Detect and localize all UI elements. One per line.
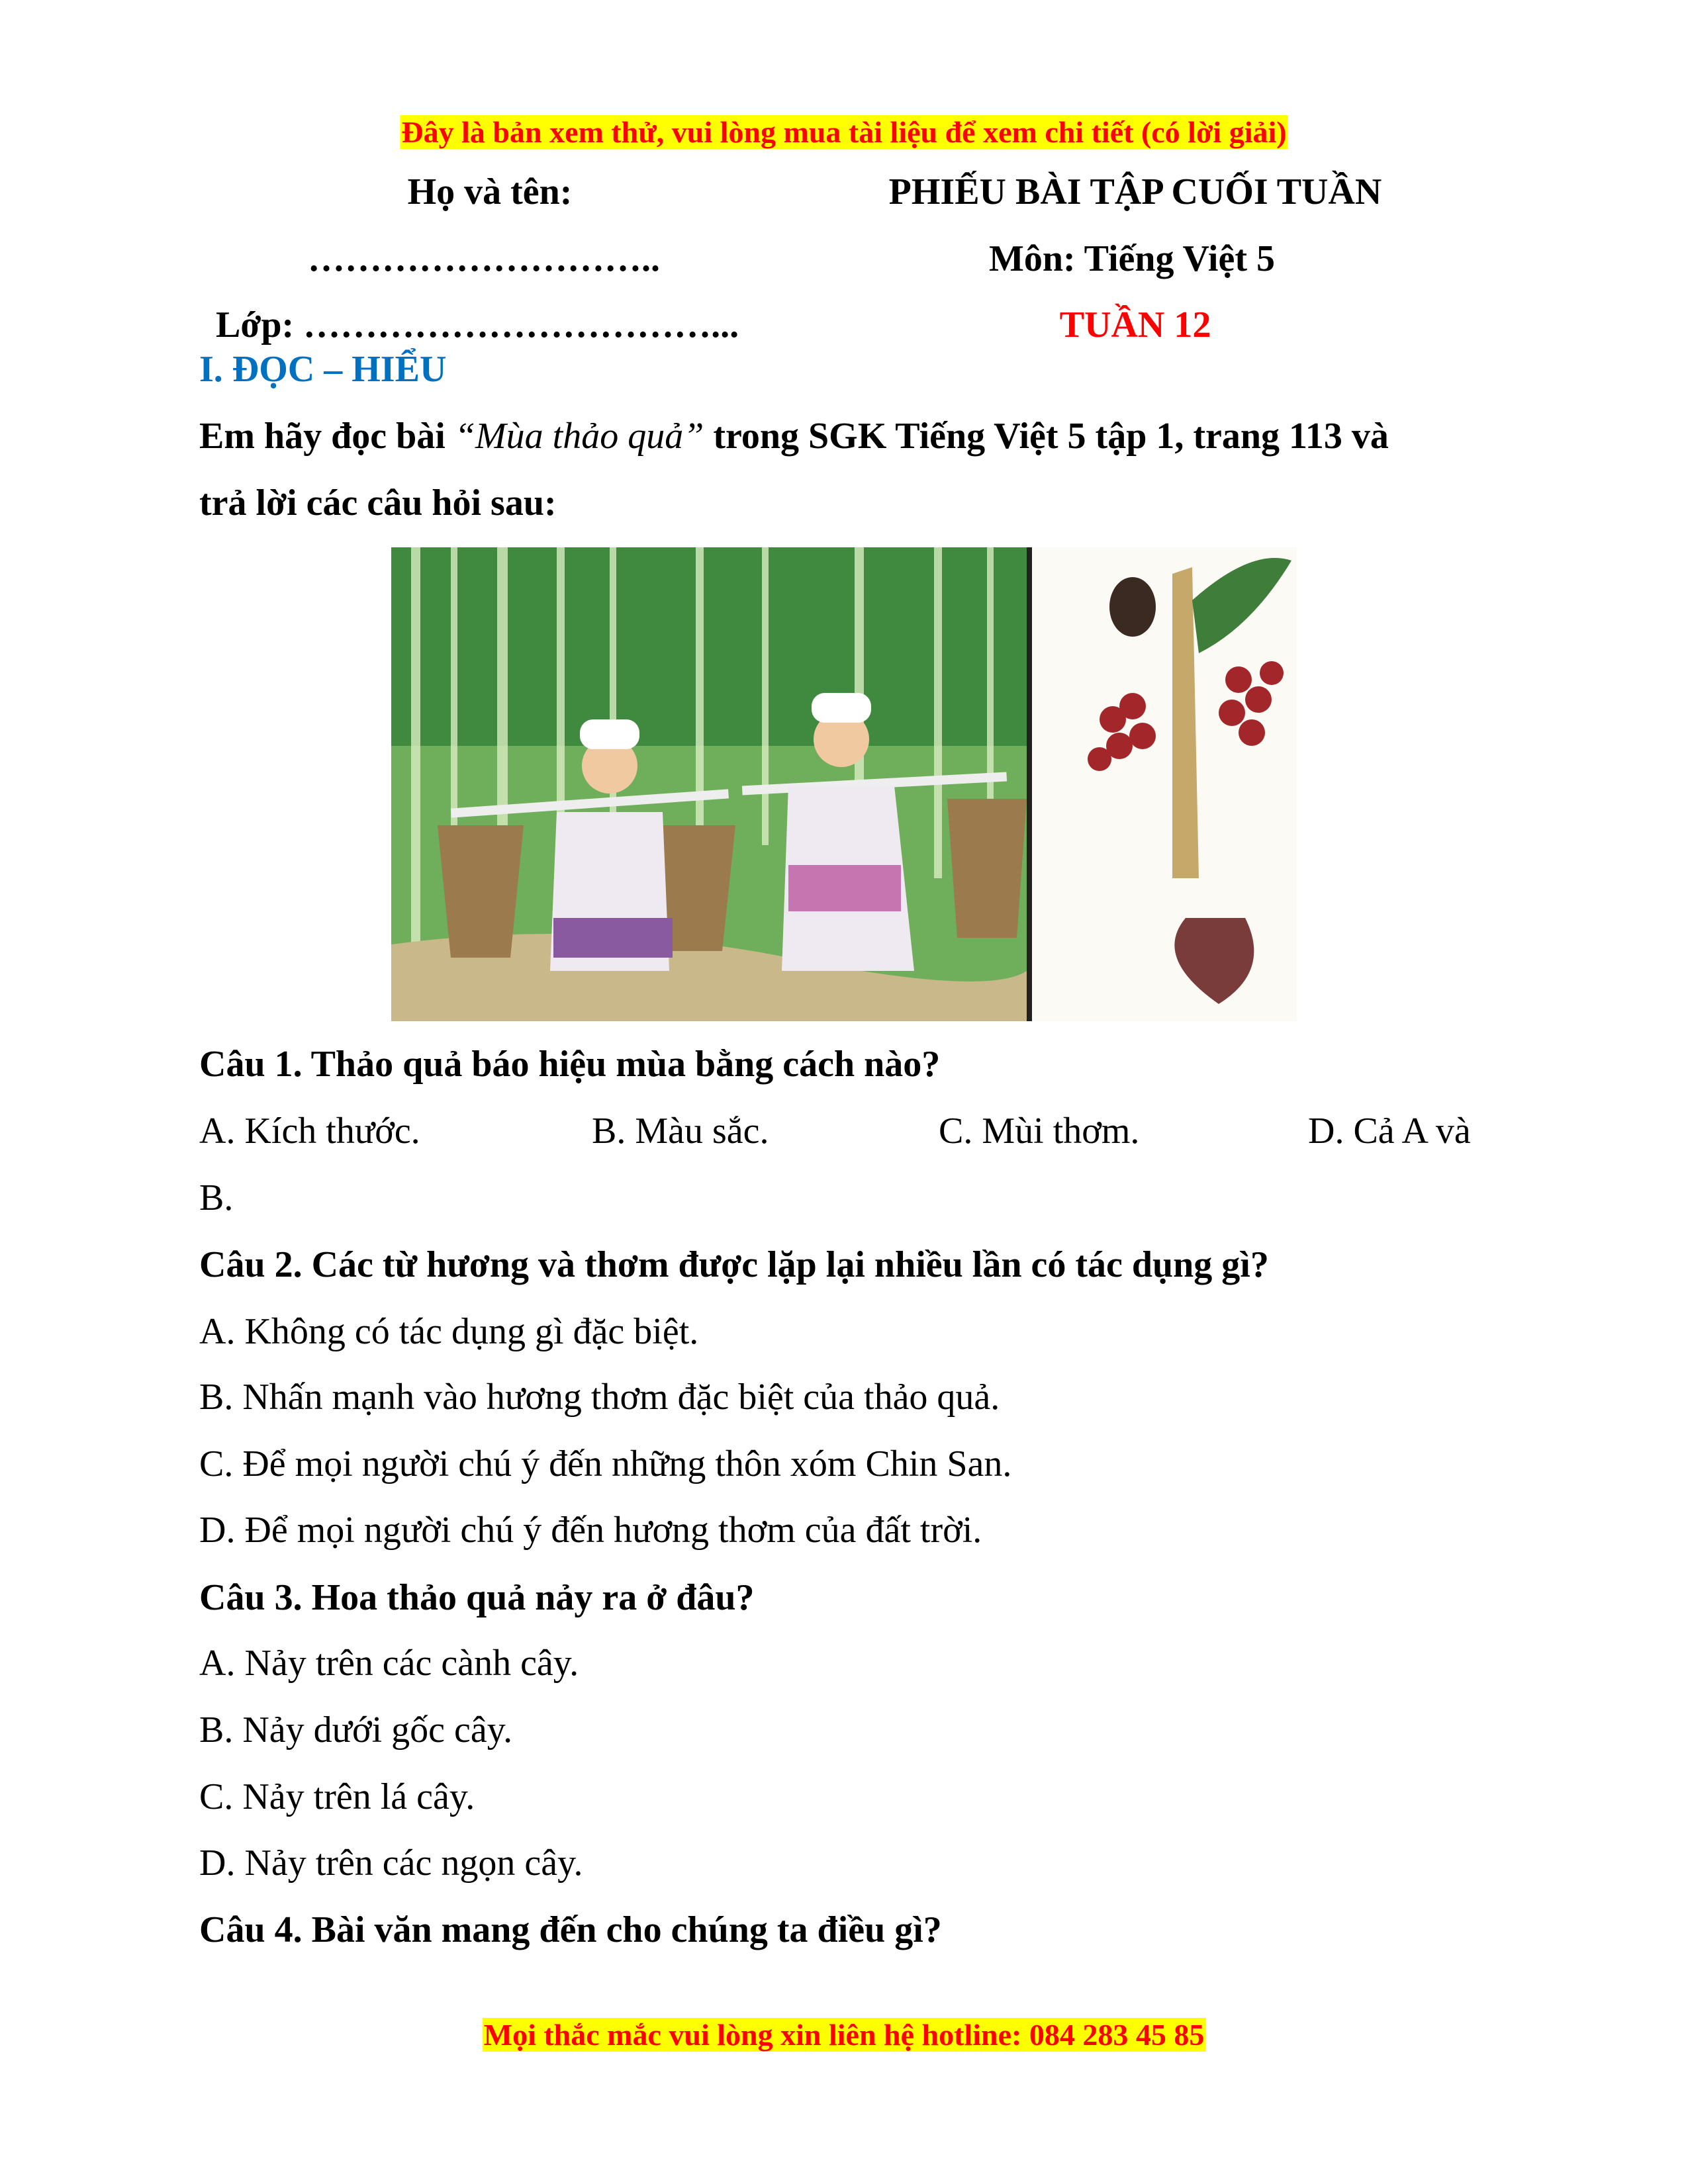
footer-hotline-notice: Mọi thắc mắc vui lòng xin liên hệ hotline: 084 283 45 85 <box>483 2018 1205 2052</box>
instruction-text: Em hãy đọc bài <box>199 416 455 457</box>
q3-option-b: B. Nảy dưới gốc cây. <box>199 1709 513 1751</box>
lesson-title: “Mùa thảo quả” <box>454 416 704 457</box>
question-2: Câu 2. Các từ hương và thơm được lặp lại nhiều lần có tác dụng gì? <box>199 1244 1269 1285</box>
q2-option-b: B. Nhấn mạnh vào hương thơm đặc biệt của thảo quả. <box>199 1377 1000 1418</box>
q1-option-d: D. Cả A và <box>1308 1111 1471 1152</box>
q1-option-a: A. Kích thước. <box>199 1111 420 1152</box>
subject: Môn: Tiếng Việt 5 <box>989 238 1275 279</box>
question-3: Câu 3. Hoa thảo quả nảy ra ở đâu? <box>199 1577 755 1618</box>
week-label: TUẦN 12 <box>1059 304 1211 345</box>
q3-option-d: D. Nảy trên các ngọn cây. <box>199 1843 583 1884</box>
illustration-cardamom-harvest <box>391 547 1297 1021</box>
q2-option-d: D. Để mọi người chú ý đến hương thơm của đất trời. <box>199 1510 982 1551</box>
worksheet-title: PHIẾU BÀI TẬP CUỐI TUẦN <box>888 171 1382 212</box>
question-4: Câu 4. Bài văn mang đến cho chúng ta điều gì? <box>199 1909 942 1950</box>
name-dots: ……………………….. <box>308 238 660 279</box>
q2-option-a: A. Không có tác dụng gì đặc biệt. <box>199 1311 699 1352</box>
instruction-text: trong SGK Tiếng Việt 5 tập 1, trang 113 và <box>704 416 1389 457</box>
preview-notice: Đây là bản xem thử, vui lòng mua tài liệu để xem chi tiết (có lời giải) <box>401 115 1287 149</box>
q3-option-c: C. Nảy trên lá cây. <box>199 1776 475 1817</box>
class-label: Lớp: ……………………………... <box>216 304 739 345</box>
section-title: I. ĐỌC – HIỂU <box>199 349 447 390</box>
q1-option-d-cont: B. <box>199 1177 234 1218</box>
name-label: Họ và tên: <box>407 171 573 212</box>
q1-option-c: C. Mùi thơm. <box>939 1111 1140 1152</box>
instruction-line2: trả lời các câu hỏi sau: <box>199 482 557 523</box>
q1-option-b: B. Màu sắc. <box>592 1111 769 1152</box>
question-1: Câu 1. Thảo quả báo hiệu mùa bằng cách nào? <box>199 1044 941 1085</box>
q2-option-c: C. Để mọi người chú ý đến những thôn xóm Chin San. <box>199 1443 1012 1484</box>
instruction-line1 <box>199 403 1389 470</box>
q3-option-a: A. Nảy trên các cành cây. <box>199 1643 579 1684</box>
